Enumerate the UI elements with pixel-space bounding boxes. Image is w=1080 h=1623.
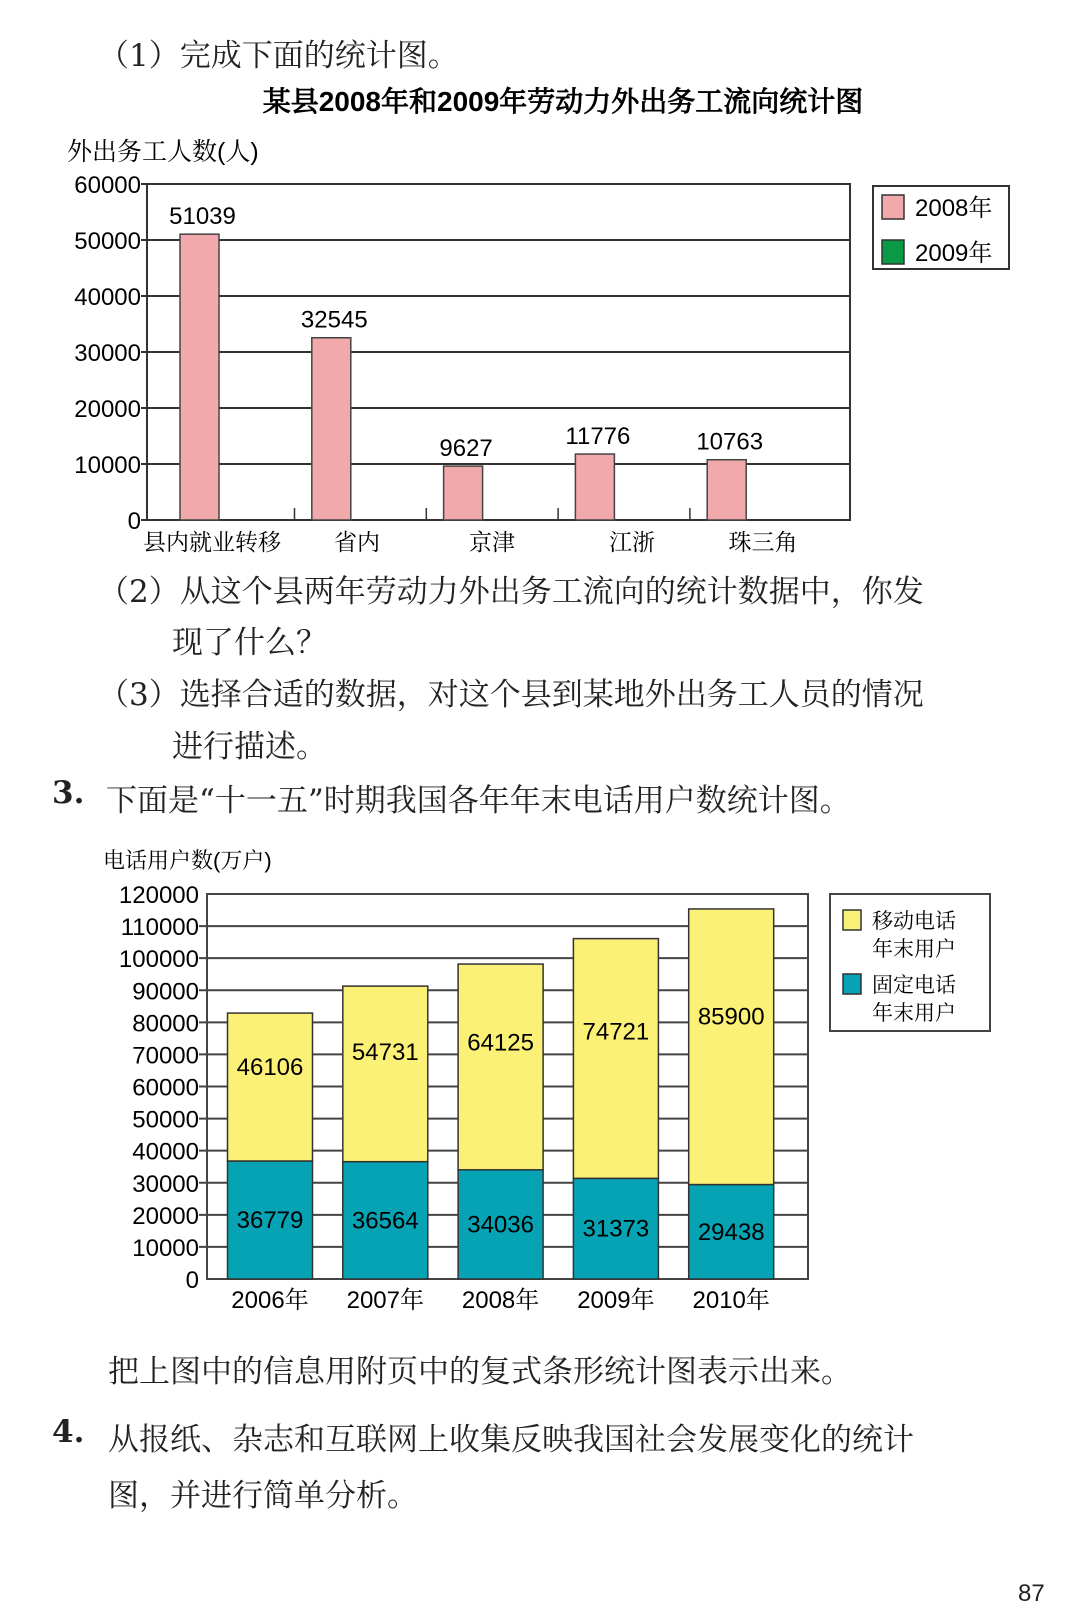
data-label-fixed: 29438 bbox=[697, 1218, 765, 1246]
data-label-fixed: 31373 bbox=[582, 1215, 650, 1243]
x-tick-label: 京津 bbox=[469, 529, 515, 555]
y-tick-label: 30000 bbox=[74, 340, 141, 367]
bar-mobile-0 bbox=[228, 1013, 313, 1161]
y-tick-label: 40000 bbox=[132, 1138, 199, 1166]
page-number: 87 bbox=[1018, 1580, 1045, 1607]
data-label: 9627 bbox=[439, 435, 493, 463]
bar-2008-1 bbox=[312, 338, 351, 520]
y-tick-label: 100000 bbox=[118, 946, 199, 974]
chart-phone-users bbox=[0, 830, 1080, 1350]
question-2-line1: （2）从这个县两年劳动力外出务工流向的统计数据中，你发 bbox=[98, 574, 924, 610]
x-tick-label: 2009年 bbox=[577, 1287, 655, 1314]
problem-3-number: 3. bbox=[52, 775, 85, 811]
x-tick-label: 2006年 bbox=[231, 1287, 309, 1314]
data-label-mobile: 74721 bbox=[582, 1018, 650, 1046]
y-axis-label: 外出务工人数(人) bbox=[67, 138, 259, 166]
question-3-line1: （3）选择合适的数据，对这个县到某地外出务工人员的情况 bbox=[98, 677, 924, 713]
data-label: 32545 bbox=[300, 306, 368, 334]
legend-swatch bbox=[882, 240, 904, 264]
data-label-fixed: 36564 bbox=[351, 1207, 419, 1235]
data-label-mobile: 46106 bbox=[236, 1054, 304, 1082]
y-tick-label: 30000 bbox=[132, 1170, 199, 1198]
y-tick-label: 20000 bbox=[74, 396, 141, 423]
y-tick-label: 60000 bbox=[132, 1074, 199, 1102]
y-axis-label: 电话用户数(万户) bbox=[103, 848, 272, 873]
problem-3-task: 把上图中的信息用附页中的复式条形统计图表示出来。 bbox=[108, 1354, 852, 1390]
x-tick-label: 珠三角 bbox=[728, 529, 798, 555]
question-2-line2: 现了什么？ bbox=[172, 625, 327, 661]
legend-label-line2: 年末用户 bbox=[872, 1002, 956, 1025]
x-tick-label: 县内就业转移 bbox=[143, 529, 281, 555]
x-tick-label: 省内 bbox=[334, 529, 380, 555]
y-tick-label: 40000 bbox=[74, 284, 141, 311]
data-label-mobile: 54731 bbox=[351, 1038, 419, 1066]
bar-mobile-3 bbox=[573, 939, 658, 1179]
legend-label-line2: 年末用户 bbox=[872, 938, 956, 961]
legend-label: 2008年 bbox=[915, 195, 993, 222]
data-label-mobile: 64125 bbox=[467, 1029, 534, 1057]
y-tick-label: 20000 bbox=[132, 1202, 199, 1230]
problem-3-text: 下面是“十一五”时期我国各年年末电话用户数统计图。 bbox=[106, 783, 851, 819]
x-tick-label: 2008年 bbox=[461, 1287, 540, 1314]
y-tick-label: 60000 bbox=[74, 172, 141, 199]
bar-2008-4 bbox=[707, 460, 746, 520]
problem-4-number: 4. bbox=[52, 1414, 85, 1450]
data-label: 51039 bbox=[169, 203, 236, 231]
y-tick-label: 50000 bbox=[132, 1106, 199, 1134]
y-tick-label: 10000 bbox=[74, 452, 141, 479]
bar-2008-0 bbox=[180, 234, 219, 520]
y-tick-label: 50000 bbox=[74, 228, 141, 255]
x-tick-label: 2010年 bbox=[692, 1287, 770, 1314]
chart-labor-flow bbox=[0, 0, 1080, 560]
data-label-mobile: 85900 bbox=[697, 1003, 765, 1031]
legend-swatch bbox=[843, 910, 861, 930]
y-tick-label: 10000 bbox=[132, 1234, 199, 1262]
y-tick-label: 120000 bbox=[118, 882, 199, 909]
problem-4-line1: 从报纸、杂志和互联网上收集反映我国社会发展变化的统计 bbox=[108, 1422, 914, 1458]
y-tick-label: 70000 bbox=[132, 1042, 199, 1070]
y-tick-label: 0 bbox=[185, 1267, 199, 1294]
problem-4-line2: 图，并进行简单分析。 bbox=[108, 1478, 418, 1514]
chart-title: 某县2008年和2009年劳动力外出务工流向统计图 bbox=[262, 86, 864, 117]
legend-label-line1: 移动电话 bbox=[872, 910, 956, 933]
bar-mobile-2 bbox=[458, 964, 543, 1170]
bar-mobile-4 bbox=[689, 909, 774, 1185]
bar-2008-2 bbox=[444, 466, 483, 520]
question-1: （1）完成下面的统计图。 bbox=[98, 38, 459, 74]
y-tick-label: 80000 bbox=[132, 1010, 199, 1038]
data-label-fixed: 34036 bbox=[467, 1211, 534, 1239]
x-tick-label: 2007年 bbox=[346, 1287, 424, 1314]
y-tick-label: 90000 bbox=[132, 978, 199, 1006]
legend-label-line1: 固定电话 bbox=[872, 974, 956, 997]
data-label: 11776 bbox=[565, 423, 631, 451]
data-label: 10763 bbox=[696, 428, 764, 456]
x-tick-label: 江浙 bbox=[609, 529, 655, 555]
legend-swatch bbox=[843, 974, 861, 994]
bar-2008-3 bbox=[575, 454, 614, 520]
legend-swatch bbox=[882, 195, 904, 219]
bar-mobile-1 bbox=[343, 986, 428, 1162]
question-3-line2: 进行描述。 bbox=[172, 729, 327, 765]
y-tick-label: 110000 bbox=[120, 914, 199, 942]
y-tick-label: 0 bbox=[127, 508, 141, 535]
legend-label: 2009年 bbox=[915, 240, 993, 267]
data-label-fixed: 36779 bbox=[236, 1207, 304, 1235]
